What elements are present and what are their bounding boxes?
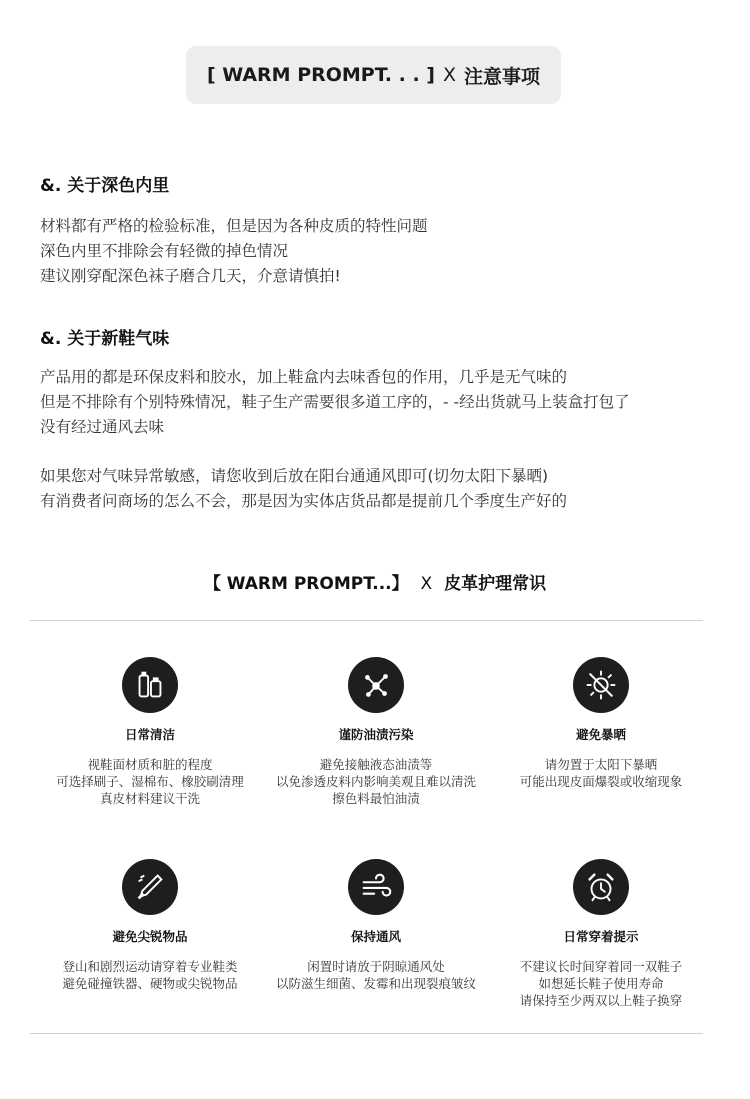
alarm-clock-icon — [573, 859, 629, 915]
desc-line: 请勿置于太阳下暴晒 — [544, 757, 658, 772]
paragraph-line: 深色内里不排除会有轻微的掉色情况 — [40, 242, 289, 260]
care-section-heading — [0, 569, 750, 594]
care-item-title: 谨防油渍污染 — [338, 727, 414, 742]
divider-top — [30, 620, 703, 621]
desc-line: 避免碰撞铁器、硬物或尖锐物品 — [62, 976, 238, 991]
desc-line: 不建议长时间穿着同一双鞋子 — [519, 959, 683, 974]
desc-line: 闲置时请放于阴晾通风处 — [307, 959, 445, 974]
desc-line: 如想延长鞋子使用寿命 — [538, 976, 664, 991]
care-item-oil-stain — [251, 657, 501, 807]
badge-right-text: 注意事项 — [464, 65, 541, 88]
desc-line: 可选择刷子、湿棉布、橡胶刷清理 — [56, 774, 244, 789]
desc-line: 以免渗透皮料内影响美观且难以清洗 — [275, 774, 476, 789]
section-new-shoe-smell-title: &. 关于新鞋气味 — [40, 329, 170, 349]
care-heading-left: 【 WARM PROMPT...】 — [203, 574, 409, 594]
care-item-title: 保持通风 — [350, 929, 401, 944]
paragraph-line: 没有经过通风去味 — [40, 418, 165, 436]
care-item-avoid-sharp — [25, 859, 275, 992]
section-dark-lining-text — [40, 214, 428, 289]
section-dark-lining-title: &. 关于深色内里 — [40, 176, 170, 196]
care-item-title: 日常穿着提示 — [563, 929, 639, 944]
desc-line: 以防滋生细菌、发霉和出现裂痕皱纹 — [275, 976, 476, 991]
paragraph-line: 材料都有严格的检验标准，但是因为各种皮质的特性问题 — [40, 217, 428, 235]
paragraph-line: 有消费者问商场的怎么不会，那是因为实体店货品都是提前几个季度生产好的 — [40, 492, 568, 510]
desc-line: 真皮材料建议干洗 — [99, 791, 200, 806]
care-item-title: 日常清洁 — [124, 727, 175, 742]
care-item-daily-cleaning — [25, 657, 275, 807]
badge-x-text: X — [443, 64, 457, 86]
section-new-shoe-smell-text-2 — [40, 464, 567, 514]
paragraph-line: 如果您对气味异常敏感，请您收到后放在阳台通通风即可(切勿太阳下暴晒) — [40, 467, 549, 485]
desc-line: 请保持至少两双以上鞋子换穿 — [519, 993, 683, 1008]
badge-left-text: [ WARM PROMPT. . . ] — [206, 64, 435, 86]
divider-bottom — [30, 1033, 703, 1034]
care-item-desc — [476, 756, 726, 790]
bottles-icon — [122, 657, 178, 713]
care-item-desc — [251, 756, 501, 807]
care-heading-x: X — [420, 574, 433, 594]
paragraph-line: 但是不排除有个别特殊情况，鞋子生产需要很多道工序的，- -经出货就马上装盒打包了 — [40, 393, 630, 411]
care-item-title: 避免尖锐物品 — [112, 929, 188, 944]
paragraph-line: 建议刚穿配深色袜子磨合几天，介意请慎拍! — [40, 267, 341, 285]
desc-line: 避免接触液态油渍等 — [319, 757, 433, 772]
oil-splash-icon — [348, 657, 404, 713]
care-item-title: 避免暴晒 — [575, 727, 626, 742]
care-item-desc — [476, 958, 726, 1009]
care-heading-right: 皮革护理常识 — [444, 574, 547, 594]
no-sun-icon — [573, 657, 629, 713]
wind-icon — [348, 859, 404, 915]
care-item-ventilation — [251, 859, 501, 992]
care-item-avoid-sun — [476, 657, 726, 790]
care-item-wearing-tips — [476, 859, 726, 1009]
section-new-shoe-smell-text — [40, 365, 630, 440]
desc-line: 视鞋面材质和脏的程度 — [87, 757, 213, 772]
care-item-desc — [25, 756, 275, 807]
desc-line: 登山和剧烈运动请穿着专业鞋类 — [62, 959, 238, 974]
desc-line: 擦色料最怕油渍 — [332, 791, 420, 806]
care-item-desc — [25, 958, 275, 992]
knife-icon — [122, 859, 178, 915]
care-item-desc — [251, 958, 501, 992]
warm-prompt-badge — [186, 46, 561, 104]
desc-line: 可能出现皮面爆裂或收缩现象 — [519, 774, 683, 789]
paragraph-line: 产品用的都是环保皮料和胶水，加上鞋盒内去味香包的作用，几乎是无气味的 — [40, 368, 568, 386]
